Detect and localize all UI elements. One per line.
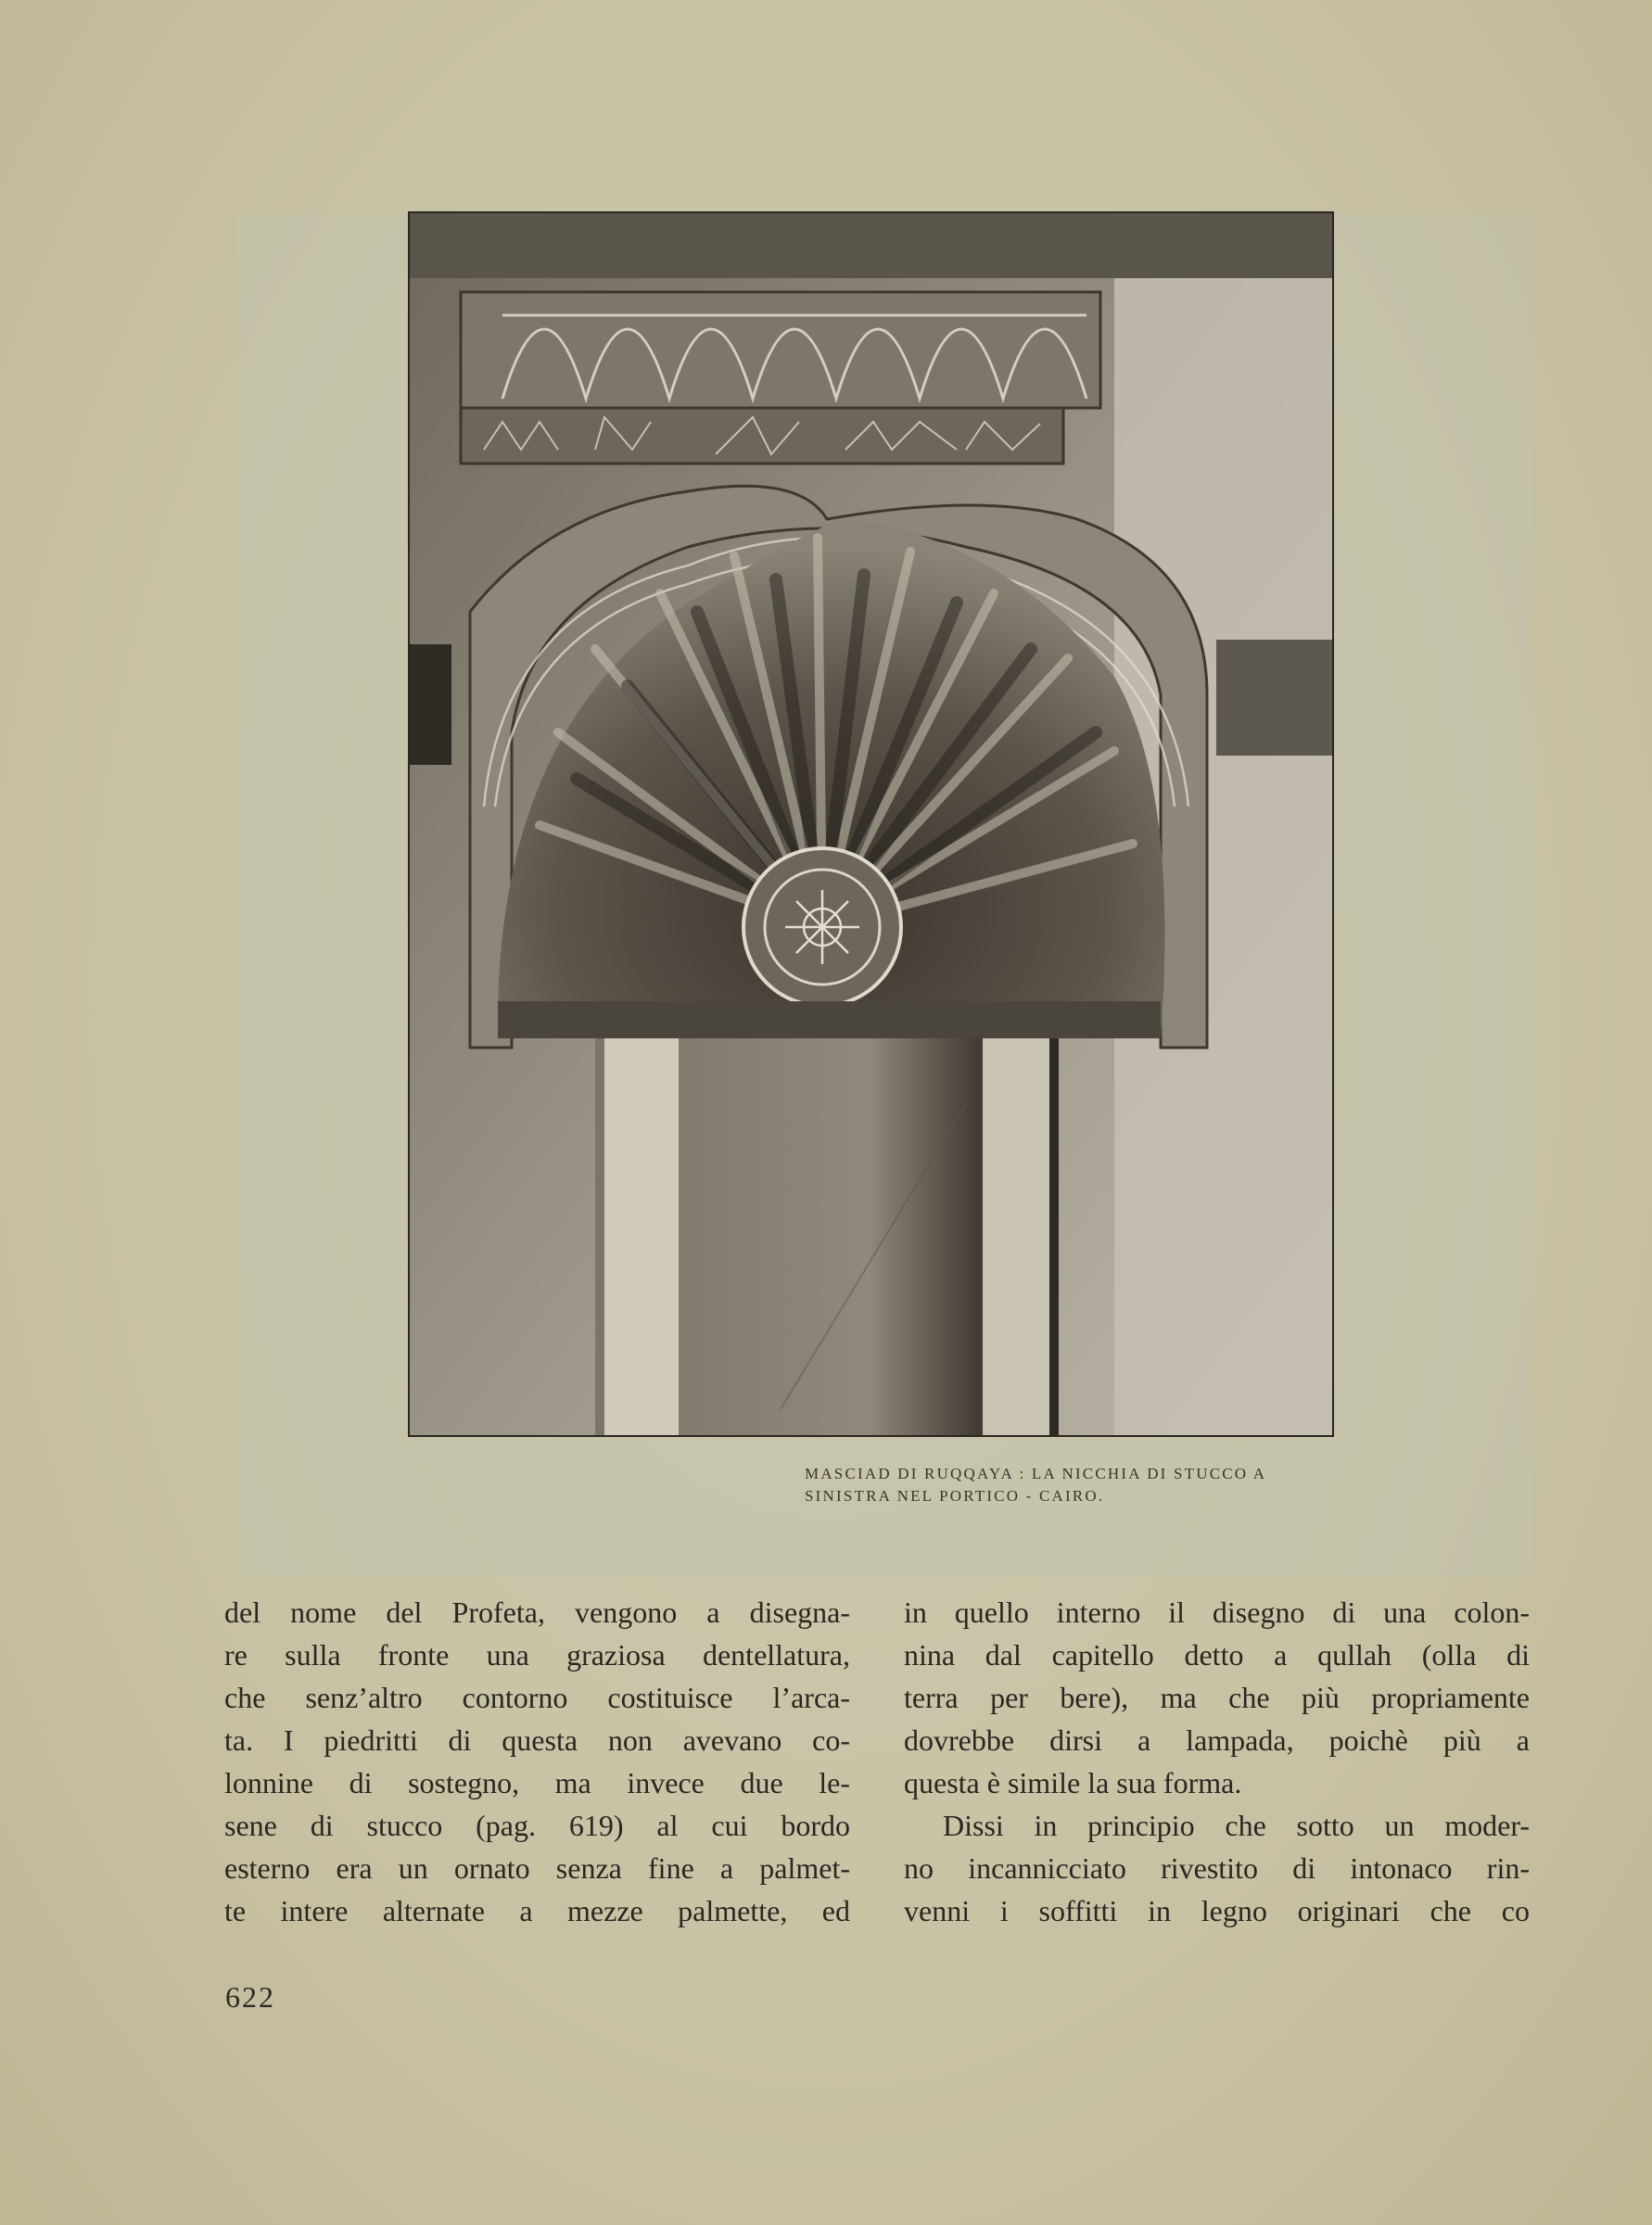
text-line: te intere alternate a mezze palmette, ed — [224, 1894, 850, 1927]
text-line: venni i soffitti in legno originari che co — [904, 1894, 1530, 1927]
text-line: dovrebbe dirsi a lampada, poichè più a — [904, 1723, 1530, 1757]
text-line: in quello interno il disegno di una colon- — [904, 1596, 1530, 1629]
figure-caption — [805, 1463, 1324, 1507]
text-line: ta. I piedritti di questa non avevano co- — [224, 1723, 850, 1757]
text-line: questa è simile la sua forma. — [904, 1766, 1242, 1799]
text-column-right — [904, 1591, 1530, 1932]
text-line: terra per bere), ma che più propriamente — [904, 1681, 1530, 1714]
text-line: nina dal capitello detto a qullah (olla di — [904, 1638, 1530, 1672]
text-line: Dissi in principio che sotto un moder- — [943, 1809, 1530, 1842]
text-line: no incannicciato rivestito di intonaco rin- — [904, 1851, 1530, 1885]
text-line: esterno era un ornato senza fine a palmet- — [224, 1851, 850, 1885]
text-line: sene di stucco (pag. 619) al cui bordo — [224, 1809, 850, 1842]
caption-line: MASCIAD DI RUQQAYA : LA NICCHIA DI STUCCO A — [805, 1465, 1267, 1482]
text-column-left — [224, 1591, 850, 1932]
text-line: lonnine di sostegno, ma invece due le- — [224, 1766, 850, 1799]
page-number: 622 — [225, 1980, 275, 2014]
caption-line: SINISTRA NEL PORTICO - CAIRO. — [805, 1487, 1105, 1505]
stucco-niche-photo — [408, 211, 1334, 1437]
text-line: del nome del Profeta, vengono a disegna- — [224, 1596, 850, 1629]
text-line: re sulla fronte una graziosa dentellatura, — [224, 1638, 850, 1672]
text-line: che senz’altro contorno costituisce l’arca- — [224, 1681, 850, 1714]
